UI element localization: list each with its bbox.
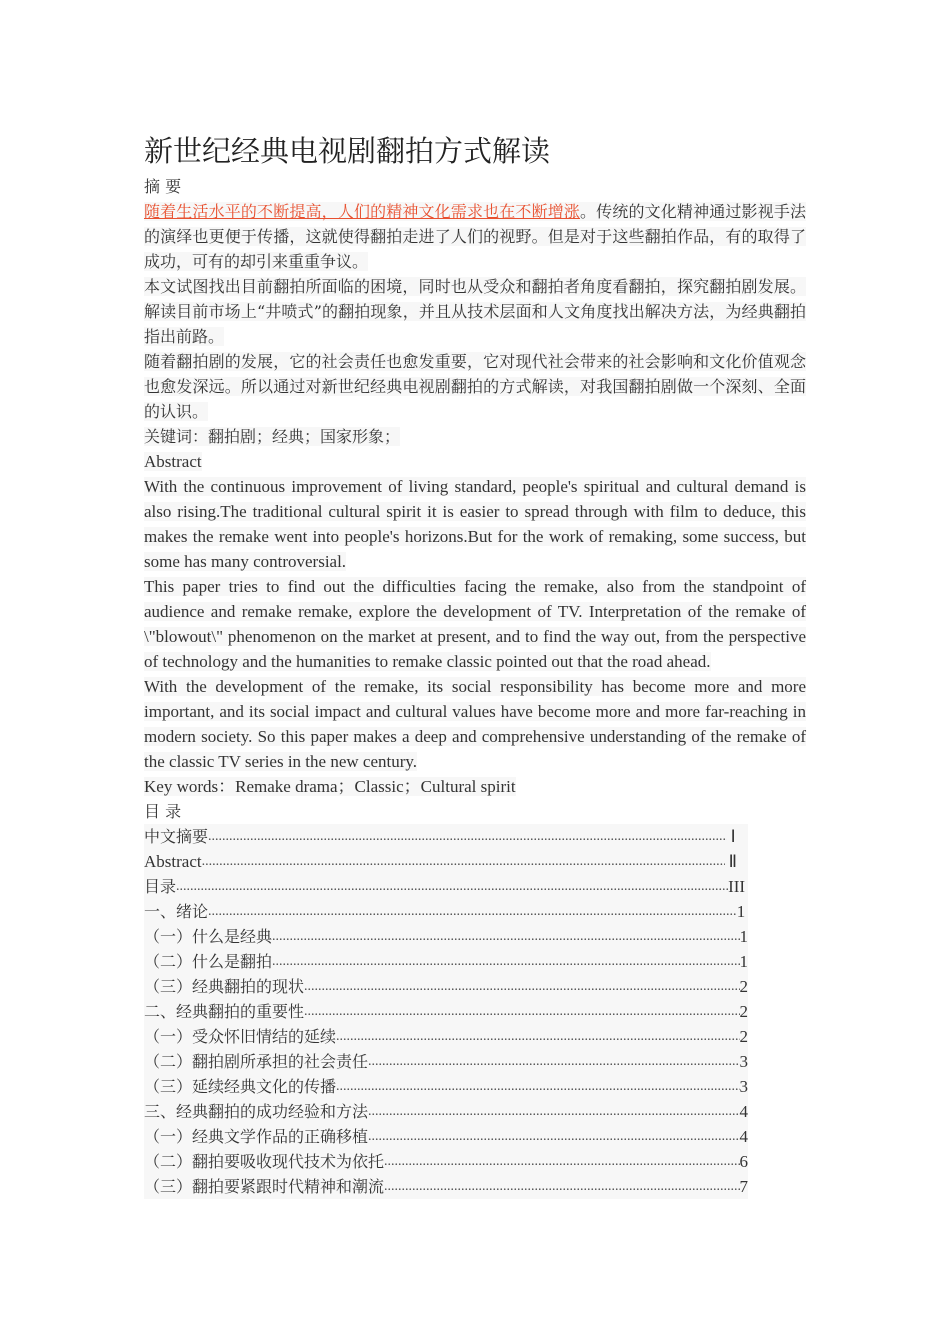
toc-entry[interactable] [144,874,748,899]
toc-entry[interactable] [144,824,748,849]
toc-entry-page: III [728,877,746,896]
toc-entry-label: （二）什么是翻拍 [144,952,273,971]
toc-leader-dots [176,874,728,899]
toc-entry-label: （一）受众怀旧情结的延续 [144,1027,337,1046]
abstract-en-paragraph-1-text: With the continuous improvement of living standard, people's spiritual and cultural demand is also rising.The traditional cultural spirit it is easier to spread through with film to deduce, this makes the remake went into people's horizons.But for the work of remaking, some success, but some has many controversial. [144,477,806,571]
abstract-cn-paragraph-2-text: 本文试图找出目前翻拍所面临的困境，同时也从受众和翻拍者角度看翻拍，探究翻拍剧发展。解读目前市场上“井喷式”的翻拍现象，并且从技术层面和人文角度找出解决方法，为经典翻拍指出前路。 [144,277,806,346]
abstract-en-paragraph-1 [144,474,806,574]
toc-entry[interactable] [144,1049,748,1074]
toc-entry[interactable] [144,999,748,1024]
abstract-en-keywords-text: Key words：Remake drama；Classic；Cultural spirit [144,777,516,796]
document-title: 新世纪经典电视剧翻拍方式解读 [144,134,551,168]
toc-leader-dots [208,824,727,849]
table-of-contents [144,824,748,1199]
toc-leader-dots [304,999,739,1024]
toc-entry-page: Ⅱ [728,852,737,871]
toc-entry-page: 2 [739,1002,748,1021]
toc-entry[interactable] [144,1099,748,1124]
toc-leader-dots [384,1149,739,1174]
toc-leader-dots [272,949,739,974]
toc-leader-dots [304,974,739,999]
toc-entry-label: 三、经典翻拍的成功经验和方法 [144,1102,369,1121]
abstract-cn-keywords [144,424,806,449]
toc-entry[interactable] [144,1174,748,1199]
toc-entry-page: 6 [739,1152,748,1171]
abstract-cn-paragraph-2 [144,274,806,349]
toc-leader-dots [368,1099,739,1124]
toc-leader-dots [368,1049,739,1074]
toc-entry-label: 一、绪论 [144,902,209,921]
toc-leader-dots [336,1074,739,1099]
toc-entry-page: 1 [739,952,748,971]
toc-entry-page: 1 [739,927,748,946]
toc-entry-label: （一）经典文学作品的正确移植 [144,1127,369,1146]
toc-entry[interactable] [144,1024,748,1049]
toc-entry[interactable] [144,899,748,924]
toc-entry-label: 二、经典翻拍的重要性 [144,1002,305,1021]
toc-entry-page: 1 [736,902,746,921]
toc-entry-page: 7 [739,1177,748,1196]
toc-entry[interactable] [144,974,748,999]
toc-entry-label: （二）翻拍剧所承担的社会责任 [144,1052,369,1071]
toc-leader-dots [368,1124,739,1149]
toc-entry-page: 4 [739,1127,748,1146]
toc-entry[interactable] [144,849,748,874]
toc-entry-label: （二）翻拍要吸收现代技术为依托 [144,1152,385,1171]
abstract-en-heading-text: Abstract [144,452,202,471]
toc-entry[interactable] [144,1074,748,1099]
toc-heading: 目 录 [144,802,182,821]
toc-entry-page: 2 [739,977,748,996]
toc-entry-label: Abstract [144,852,202,871]
abstract-en-keywords [144,774,806,799]
toc-leader-dots [208,899,737,924]
abstract-en-paragraph-3-text: With the development of the remake, its social responsibility has become more and more important, and its social impact and cultural values have become more and more far-reaching in modern society. So this paper makes a deep and comprehensive understanding of the remake of the classic TV series in the new century. [144,677,806,771]
abstract-cn-keywords-text: 关键词：翻拍剧；经典；国家形象； [144,427,401,446]
abstract-en-paragraph-3 [144,674,806,774]
toc-entry-label: 中文摘要 [144,827,209,846]
toc-entry-page: 3 [739,1077,748,1096]
toc-entry-page: Ⅰ [730,827,736,846]
abstract-cn-paragraph-3-text: 随着翻拍剧的发展，它的社会责任也愈发重要，它对现代社会带来的社会影响和文化价值观念也愈发深远。所以通过对新世纪经典电视剧翻拍的方式解读，对我国翻拍剧做一个深刻、全面的认识。 [144,352,806,421]
abstract-cn-paragraph-3 [144,349,806,424]
toc-entry-label: （三）经典翻拍的现状 [144,977,305,996]
abstract-cn-heading: 摘 要 [144,177,182,196]
toc-entry-label: （三）延续经典文化的传播 [144,1077,337,1096]
toc-entry-page: 4 [739,1102,748,1121]
toc-entry-page: 2 [739,1027,748,1046]
toc-leader-dots [384,1174,739,1199]
toc-entry[interactable] [144,949,748,974]
toc-entry-label: 目录 [144,877,177,896]
abstract-en-paragraph-2-text: This paper tries to find out the difficulties facing the remake, also from the standpoint of audience and remake remake, explore the development of TV. Interpretation of the remake of \"blowout\" phenomenon on the market at present, and to find the way out, from the perspective of technology and the humanities to remake classic pointed out that the road ahead. [144,577,806,671]
document-page [144,128,806,1199]
abstract-cn-paragraph-1 [144,199,806,274]
toc-entry-label: （一）什么是经典 [144,927,273,946]
abstract-cn-paragraph-1-rest: 。传统的文化精神通过影视手法的演绎也更便于传播，这就使得翻拍走进了人们的视野。但是对于这些翻拍作品，有的取得了成功，可有的却引来重重争议。 [144,202,806,271]
toc-leader-dots [272,924,739,949]
toc-entry[interactable] [144,1149,748,1174]
toc-entry-label: （三）翻拍要紧跟时代精神和潮流 [144,1177,385,1196]
toc-leader-dots [202,849,725,874]
abstract-en-heading [144,449,806,474]
toc-entry[interactable] [144,924,748,949]
toc-entry[interactable] [144,1124,748,1149]
toc-entry-page: 3 [739,1052,748,1071]
highlighted-link-text[interactable]: 随着生活水平的不断提高，人们的精神文化需求也在不断增涨 [144,202,581,221]
toc-leader-dots [336,1024,739,1049]
abstract-en-paragraph-2 [144,574,806,674]
